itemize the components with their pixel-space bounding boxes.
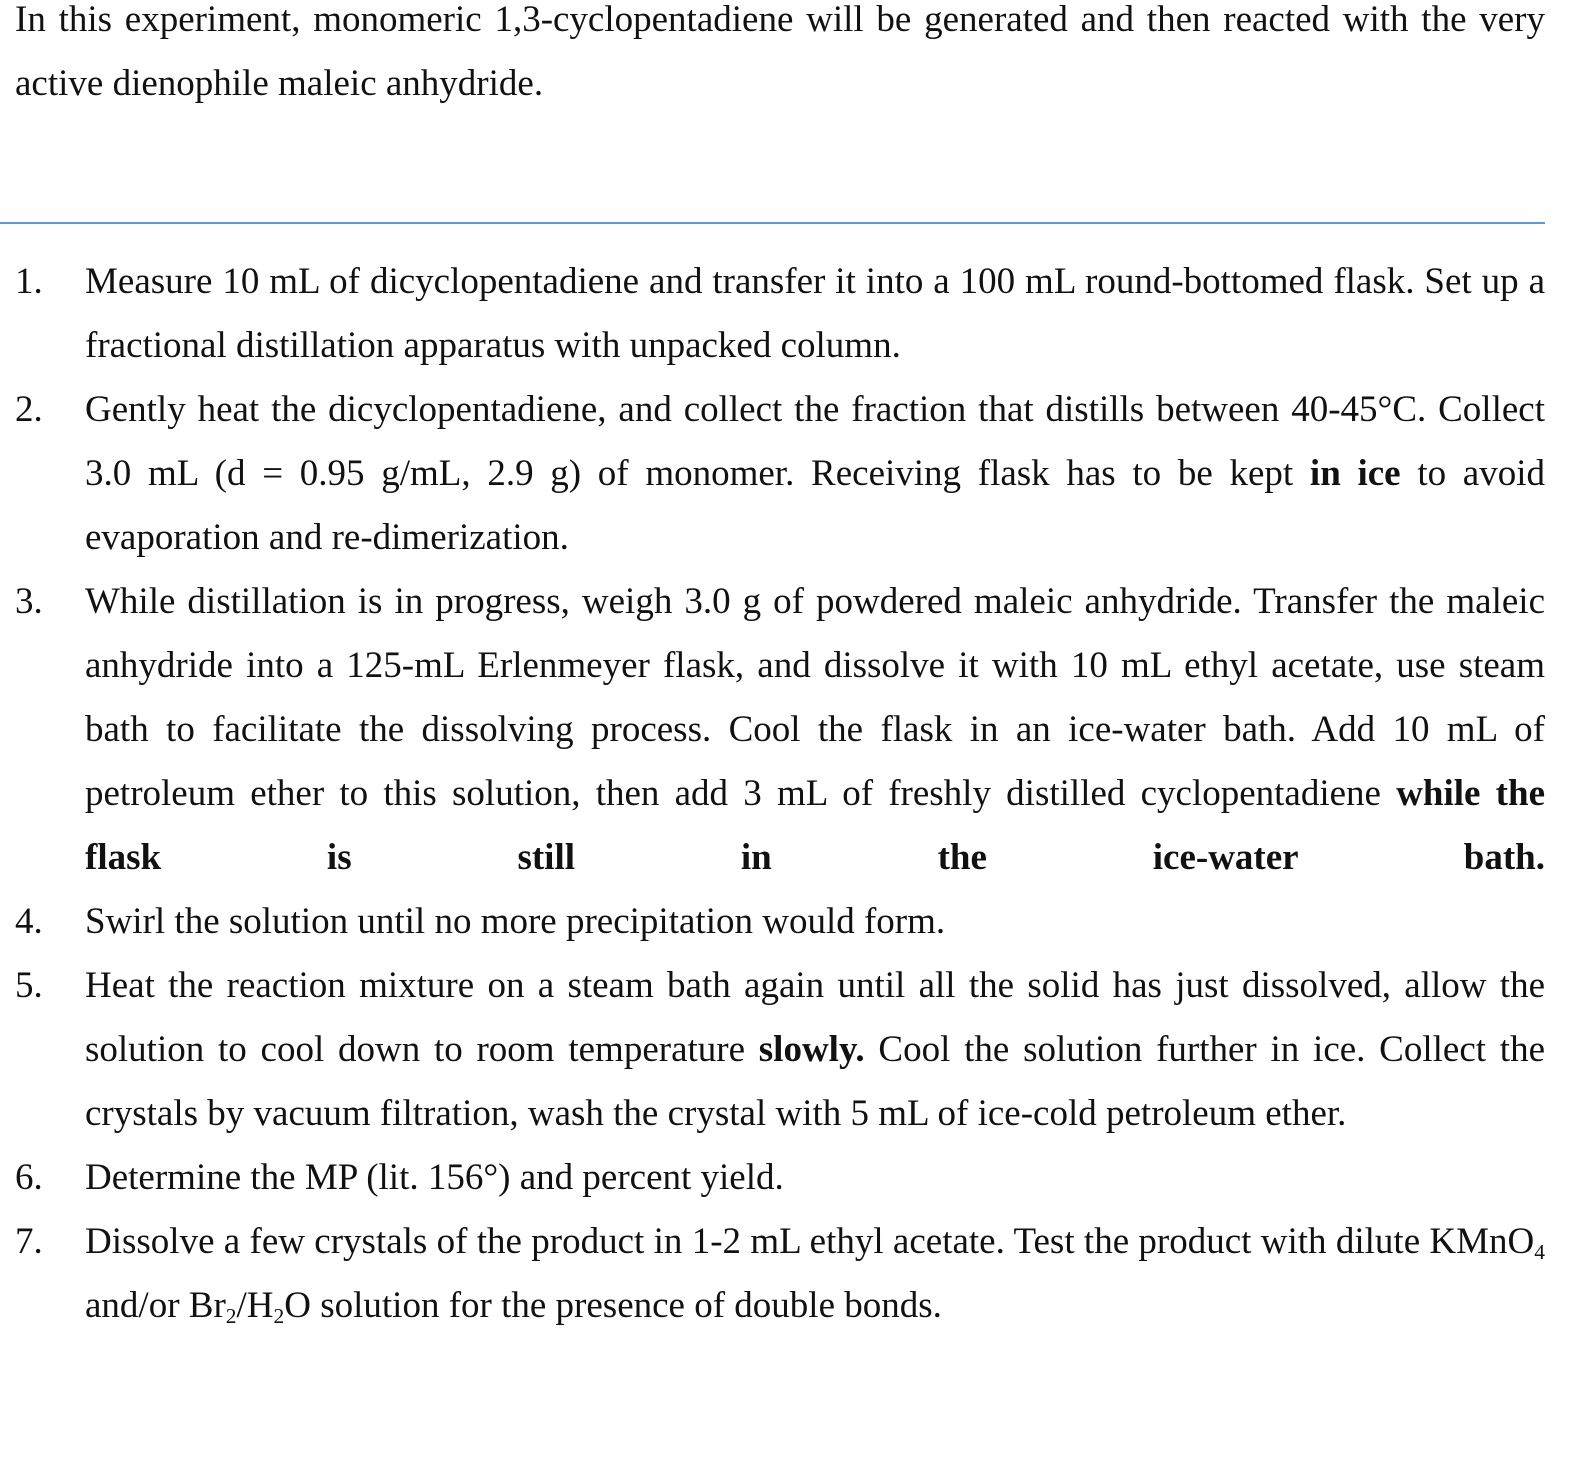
step-number: 5. [15,965,43,1006]
step-text: Determine the MP (lit. 156°) and percent yield. [85,1157,784,1198]
step-number: 7. [15,1221,43,1262]
step-text: Dissolve a few crystals of the product in 1-2 mL ethyl acetate. Test the product with dilute KMnO [85,1221,1535,1262]
subscript: 4 [1534,1240,1545,1265]
step-text: Swirl the solution until no more precipitation would form. [85,901,946,942]
step-number: 2. [15,389,43,430]
procedure-steps-list [0,250,1545,1338]
procedure-step-2 [0,378,1545,570]
step-text: While distillation is in progress, weigh 3.0 g of powdered maleic anhydride. Transfer the maleic anhydride into a 125-mL Erlenmeyer flask, and dissolve it with 10 mL ethyl acetate, use steam bath to facilitate the dissolving process. Cool the flask in an ice-water bath. Add 10 mL of petroleum ether to this solution, then add 3 mL of freshly distilled cyclopentadiene [85,581,1545,814]
step-text: /H [236,1285,274,1326]
procedure-step-4 [0,890,1545,954]
step-text: Heat the reaction mixture on a steam bath again until all the solid has just dissolved, allow the solution to cool down to room temperature [85,965,1545,1070]
procedure-step-7 [0,1210,1545,1338]
procedure-step-6 [0,1146,1545,1210]
step-text: Measure 10 mL of dicyclopentadiene and transfer it into a 100 mL round-bottomed flask. Set up a fractional distillation apparatus with unpacked column. [85,261,1545,366]
subscript: 2 [273,1304,285,1329]
procedure-step-1 [0,250,1545,378]
subscript: 2 [225,1304,237,1329]
step-emphasis: while the flask is still in the ice-water bath. [85,773,1545,878]
step-text: Cool the solution further in ice. Collect the crystals by vacuum filtration, wash the crystal with 5 mL of ice-cold petroleum ether. [85,1029,1545,1134]
procedure-step-3 [0,570,1545,890]
intro-paragraph: In this experiment, monomeric 1,3-cyclopentadiene will be generated and then reacted with the very active dienophile maleic anhydride. [15,0,1545,104]
step-text: Gently heat the dicyclopentadiene, and collect the fraction that distills between 40-45°C. Collect 3.0 mL (d = 0.95 g/mL, 2.9 g) of monomer. Receiving flask has to be kept [85,389,1545,494]
step-emphasis: slowly. [758,1029,865,1070]
procedure-step-5 [0,954,1545,1146]
step-text: to avoid evaporation and re-dimerization. [85,453,1545,558]
step-number: 3. [15,581,43,622]
step-text: and/or Br [85,1285,226,1326]
section-divider [0,222,1545,224]
step-number: 4. [15,901,43,942]
step-emphasis: in ice [1309,453,1401,494]
step-number: 6. [15,1157,43,1198]
step-number: 1. [15,261,43,302]
step-text: O solution for the presence of double bonds. [284,1285,942,1326]
